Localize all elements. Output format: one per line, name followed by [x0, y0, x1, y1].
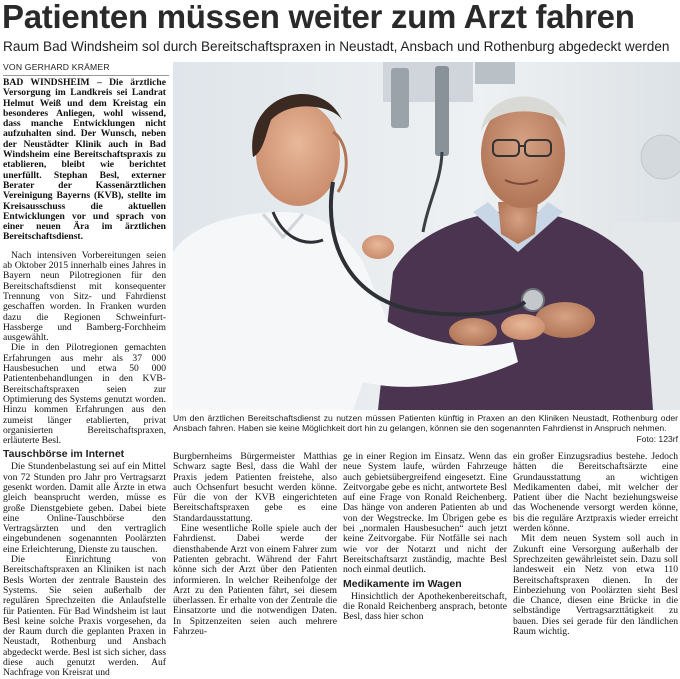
headline: Patienten müssen weiter zum Arzt fahren — [2, 0, 635, 35]
article-column-4 — [513, 451, 678, 638]
paragraph: Die in den Pilotregionen gemachten Erfahrungen aus mehr als 37 000 Hausbesuchen und etwa 50 000 Patientenbehandlungen in den KVB-Bereitschaftspraxen seien zur Optimierung des Systems genutzt worden. Hinzu kommen Erfahrungen aus den zumeist länger etablierten, privat organisierten Bereitschaftspraxen, erläuterte Besl. — [3, 342, 166, 447]
caption-text: Um den ärztlichen Bereitschaftsdienst zu nutzen müssen Patienten künftig in Praxen an den Kliniken Neustadt, Rothenburg oder Ansbach fahren. Haben sie keine Möglichkeit dort hin zu gelangen, können sie den sogenannten Fahrdienst in Anspruch nehmen. — [173, 413, 678, 434]
article-photo — [173, 62, 680, 410]
paragraph: Hinsichtlich der Apothekenbereitschaft, die Ronald Reichenberg ansprach, betonte Besl, dass hier schon — [343, 590, 507, 623]
byline: VON GERHARD KRÄMER — [3, 62, 110, 72]
paragraph: Die Einrichtung von Bereitschaftspraxen an Kliniken ist nach Besls Worten der zentrale Baustein des Systems. Sie seien außerhalb der regulären Sprechzeiten die Anlaufstelle für Patienten. Für Bad Windsheim ist laut Besl keine solche Praxis vorgesehen, da der Raum durch die geplanten Praxen in Neustadt, Rothenburg und Ansbach abgedeckt werde. Besl ist sich sicher, dass diese auch genutzt werden. Auf Nachfrage von Kreisrat und — [3, 554, 166, 679]
photo-caption — [173, 413, 678, 444]
article-column-3 — [343, 451, 507, 623]
paragraph: Eine wesentliche Rolle spiele auch der Fahrdienst. Dabei werde der diensthabende Arzt von einem Fahrer zum Patienten gebracht. Während der Fahrt könne sich der Arzt über den Patienten informieren. In welcher Reihenfolge der Arzt zu den Patienten fährt, sei diesem überlassen. Er erhalte von der Zentrale die Einsatzorte und die notwendigen Daten. In Spitzenzeiten seien auch mehrere Fahrzeu- — [173, 523, 337, 638]
article-column-2 — [173, 451, 337, 638]
paragraph: ge in einer Region im Einsatz. Wenn das neue System laufe, würden Fahrzeuge auch gebietsübergreifend eingesetzt. Eine Zeitvorgabe gebe es nicht, antwortete Besl auf eine Frage von Ronald Reichenberg. Das hänge von anderen Patienten ab und von der Wegstrecke. Im Übrigen gebe es bei „normalen Hausbesuchen“ auch jetzt keine Zeitvorgabe. Für Notfälle sei nach wie vor der Notarzt und nicht der Bereitschaftsarzt zuständig, machte Besl noch einmal deutlich. — [343, 451, 507, 576]
byline-divider — [3, 75, 169, 76]
section-heading: Medikamente im Wagen — [343, 577, 462, 590]
paragraph: Burgbernheims Bürgermeister Matthias Schwarz sagte Besl, dass die Wahl der Praxis jedem Patienten freistehe, also auch Ochsenfurt besucht werden könne. Für die von der KVB eingerichteten Bereitschaftspraxen gebe es eine Standardausstattung. — [173, 451, 337, 524]
section-heading: Tauschbörse im Internet — [3, 448, 125, 461]
lead-text: Die ärztliche Versorgung im Landkreis sei Landrat Helmut Weiß und dem Kreistag ein besonderes Anliegen, wohl wissend, dass manche Entwicklungen nicht aufzuhalten sind. Der Wunsch, neben der Neustädter Klinik auch in Bad Windsheim eine Bereitschaftspraxis zu etablieren, bleibt wie berichtet unerfüllt. Stephan Besl, externer Berater der Kassenärztlichen Vereinigung Bayerns (KVB), stellte im Kreisausschuss die aktuellen Entwicklungen vor und sprach von einer neuen Ära im ärztlichen Bereitschaftsdienst. — [3, 77, 166, 243]
article-column-1 — [3, 77, 166, 679]
subheadline: Raum Bad Windsheim sol durch Bereitschaftspraxen in Neustadt, Ansbach und Rothenburg abgedeckt werden — [3, 39, 670, 54]
paragraph: Nach intensiven Vorbereitungen seien ab Oktober 2015 innerhalb eines Jahres in Bayern neun Pilotregionen für den Bereitschaftsdienst mit konsequenter Trennung von Sitz- und Fahrdienst geschaffen worden. In Franken wurden dazu die Regionen Schweinfurt-Hassberge und Bamberg-Forchheim ausgewählt. — [3, 249, 166, 344]
paragraph: ein großer Einzugsradius bestehe. Jedoch hätten die Bereitschaftsärzte eine Grundausstattung an wichtigen Medikamenten dabei, mit welcher der Patient über die Nacht beziehungsweise das Wochenende versorgt werden könne, bis die reguläre Arztpraxis wieder erreicht werden könne. — [513, 451, 678, 535]
doctor-examining-patient-illustration — [173, 62, 680, 410]
paragraph: Mit dem neuen System soll auch in Zukunft eine Versorgung außerhalb der Sprechzeiten gewährleistet sein. Dazu soll landesweit ein Netz von etwa 110 Bereitschaftspraxen dienen. In der Einbeziehung von Poolärzten sieht Besl die Chance, diesen eine Brücke in die selbständige Vertragsarzttätigkeit zu bauen. Dies sei gerade für den ländlichen Raum wichtig. — [513, 533, 678, 638]
lead-paragraph — [3, 78, 166, 243]
dateline: BAD WINDSHEIM – — [3, 77, 102, 88]
paragraph: Die Stundenbelastung sei auf ein Mittel von 72 Stunden pro Jahr pro Vertragsarzt gesenkt worden. Damit alle Ärzte in etwa gleich beansprucht werden, müsse es große Dienstgebiete geben. Dabei biete eine Online-Tauschbörse den Vertragsärzten und den vertraglich eingebundenen sogenannten Poolärzten eine Erleichterung, Dienste zu tauschen. — [3, 461, 166, 555]
photo-credit: Foto: 123rf — [636, 433, 678, 444]
